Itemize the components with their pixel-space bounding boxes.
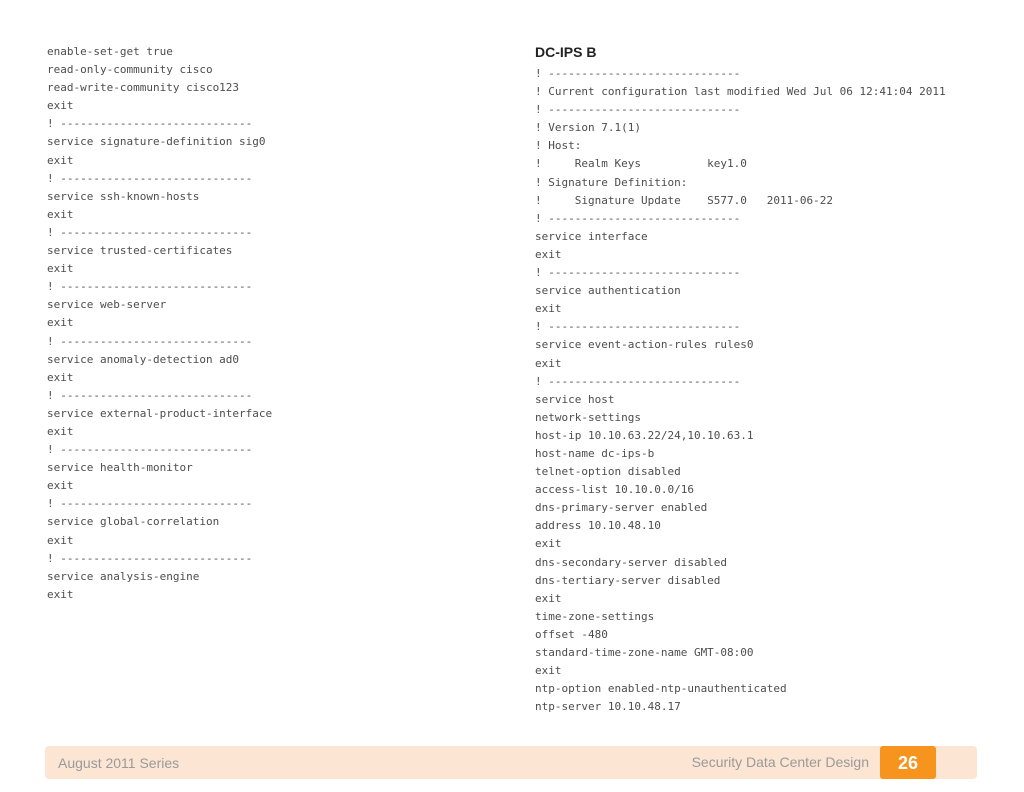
code-line: service health-monitor	[47, 461, 193, 475]
code-line: ! Version 7.1(1)	[535, 121, 641, 135]
right-config-column	[535, 43, 995, 716]
code-line: exit	[47, 316, 74, 330]
code-line: read-write-community cisco123	[47, 81, 240, 95]
code-line: network-settings	[535, 410, 641, 424]
code-line: ! -----------------------------	[535, 67, 741, 80]
code-line: access-list 10.10.0.0/16	[535, 483, 694, 497]
code-line: exit	[47, 424, 74, 438]
code-line: exit	[47, 533, 74, 547]
code-line: ! -----------------------------	[535, 320, 741, 334]
left-config-listing	[47, 43, 487, 604]
code-line: ! -----------------------------	[47, 225, 253, 239]
code-line: ! -----------------------------	[535, 211, 741, 225]
code-line: ! Signature Definition:	[535, 175, 688, 189]
code-line: ! -----------------------------	[535, 374, 741, 388]
code-line: exit	[47, 587, 74, 601]
code-line: exit	[535, 591, 562, 605]
code-line: exit	[47, 99, 74, 113]
code-line: read-only-community cisco	[47, 63, 213, 77]
left-config-column	[47, 43, 487, 604]
code-line: service host	[535, 392, 615, 406]
code-line: enable-set-get true	[47, 45, 173, 58]
code-line: ! -----------------------------	[47, 334, 253, 348]
code-line: ntp-server 10.10.48.17	[535, 700, 681, 714]
code-line: ! -----------------------------	[47, 551, 253, 565]
footer-bar	[45, 746, 977, 779]
code-line: offset -480	[535, 627, 608, 641]
code-line: exit	[535, 247, 562, 261]
code-line: ! -----------------------------	[47, 497, 253, 511]
code-line: dns-tertiary-server disabled	[535, 573, 721, 587]
code-line: ntp-option enabled-ntp-unauthenticated	[535, 682, 787, 696]
code-line: service interface	[535, 229, 648, 243]
code-line: ! -----------------------------	[47, 171, 253, 185]
code-line: dns-secondary-server disabled	[535, 555, 728, 569]
code-line: host-ip 10.10.63.22/24,10.10.63.1	[535, 428, 754, 442]
code-line: exit	[47, 479, 74, 493]
right-config-listing	[535, 65, 995, 716]
code-line: ! Host:	[535, 139, 582, 153]
code-line: exit	[47, 262, 74, 276]
section-title: DC-IPS B	[535, 44, 597, 60]
code-line: exit	[47, 153, 74, 167]
code-line: ! -----------------------------	[535, 266, 741, 280]
code-line: service anomaly-detection ad0	[47, 352, 240, 366]
code-line: service signature-definition sig0	[47, 135, 266, 149]
code-line: service authentication	[535, 284, 681, 298]
code-line: ! -----------------------------	[47, 280, 253, 294]
code-line: telnet-option disabled	[535, 465, 681, 479]
code-line: exit	[47, 207, 74, 221]
footer-series: August 2011 Series	[58, 755, 180, 771]
code-line: ! Signature Update S577.0 2011-06-22	[535, 193, 834, 207]
code-line: ! Realm Keys key1.0	[535, 157, 747, 171]
code-line: service global-correlation	[47, 515, 220, 529]
code-line: ! Current configuration last modified Wed Jul 06 12:41:04 2011	[535, 85, 946, 99]
code-line: exit	[535, 537, 562, 551]
page-number: 26	[880, 746, 936, 779]
code-line: dns-primary-server enabled	[535, 501, 708, 515]
code-line: service external-product-interface	[47, 406, 273, 420]
code-line: service ssh-known-hosts	[47, 189, 200, 203]
code-line: ! -----------------------------	[47, 388, 253, 402]
code-line: service analysis-engine	[47, 569, 200, 583]
code-line: time-zone-settings	[535, 609, 655, 623]
code-line: exit	[535, 356, 562, 370]
code-line: ! -----------------------------	[47, 443, 253, 457]
code-line: host-name dc-ips-b	[535, 446, 655, 460]
code-line: ! -----------------------------	[47, 117, 253, 131]
code-line: exit	[47, 370, 74, 384]
code-line: standard-time-zone-name GMT-08:00	[535, 646, 754, 659]
footer-guide-title: Security Data Center Design	[691, 754, 869, 770]
code-line: address 10.10.48.10	[535, 519, 661, 533]
code-line: exit	[535, 302, 562, 316]
code-line: service trusted-certificates	[47, 244, 233, 258]
code-line: service web-server	[47, 298, 167, 312]
code-line: ! -----------------------------	[535, 103, 741, 117]
code-line: exit	[535, 664, 562, 678]
code-line: service event-action-rules rules0	[535, 338, 754, 352]
